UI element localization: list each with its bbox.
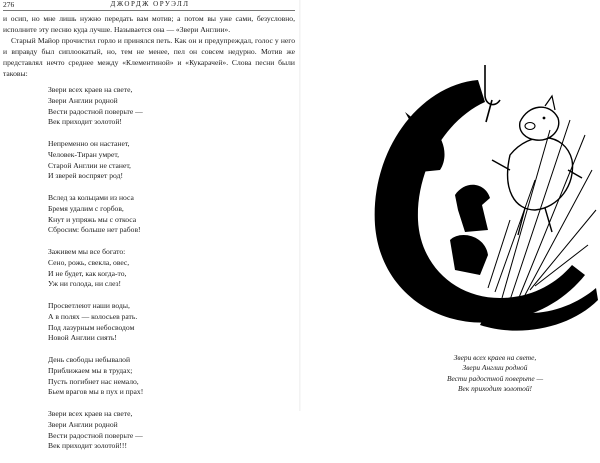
poem-line: Вести радостной поверьте — [48, 430, 143, 440]
poem-line: Звери Англии родной [48, 95, 118, 105]
caption-line: Звери Англии родной [462, 363, 528, 373]
poem-line: Век приходит золотой! [48, 117, 122, 127]
stanza [48, 247, 248, 290]
poem-line: Просветлеют наши воды, [48, 300, 130, 310]
poem-line: Кнут и упряжь мы с откоса [48, 214, 137, 224]
poem-line: Новой Англии сиять! [48, 333, 117, 343]
running-head: ДЖОРДЖ ОРУЭЛЛ [110, 0, 190, 8]
poem-line: А в полях — колосьев рать. [48, 311, 138, 321]
song-lyrics [48, 85, 248, 463]
poem-line: И зверей воспряет род! [48, 171, 124, 181]
stanza [48, 139, 248, 182]
caption-line: Век приходит золотой! [458, 384, 532, 394]
singing-pig-illustration [360, 60, 600, 350]
prose-text [3, 13, 295, 79]
poem-line: Уж ни голода, ни слез! [48, 279, 122, 289]
poem-line: Старой Англии не станет, [48, 160, 131, 170]
page-number: 276 [3, 0, 15, 9]
poem-line: День свободы небывалой [48, 354, 131, 364]
illustration-caption [430, 353, 560, 395]
poem-line: Непременно он настанет, [48, 138, 130, 148]
lantern-hook [485, 65, 500, 122]
poem-line: Человек-Тиран умрет, [48, 149, 119, 159]
poem-line: Вслед за кольцами из носа [48, 192, 134, 202]
paragraph: Старый Майор прочистил горло и принялся петь. Как он и предупреждал, голос у него и вправду был сиплоокатый, но, тем не менее, пел он совсем недурно. Мотив же представлял нечто среднее между «Клементиной» и «Кукарачей». Слова песни были таковы: [3, 36, 295, 78]
poem-line: Под лазурным небосводом [48, 322, 135, 332]
poem-line: И не будет, как когда-то, [48, 268, 127, 278]
stanza [48, 355, 248, 398]
stanza [48, 193, 248, 236]
poem-line: Звери Англии родной [48, 419, 118, 429]
caption-line: Вести радостной поверьте — [446, 373, 544, 383]
poem-line: Звери всех краев на свете, [48, 85, 133, 94]
poem-line: Приближаем мы в трудах; [48, 365, 133, 375]
poem-line: Пусть погибнет нас немало, [48, 376, 139, 386]
paragraph: и осип, но мне лишь нужно передать вам мотив; а потом вы уже сами, безусловно, исполните эту песню куда лучше. Называется она — «Звери Англии». [3, 14, 295, 34]
left-page [0, 0, 300, 451]
poem-line: Сено, рожь, свекла, овес, [48, 257, 130, 267]
poem-line: Вести радостной поверьте — [48, 106, 143, 116]
stanza [48, 409, 248, 452]
stanza [48, 301, 248, 344]
poem-line: Звери всех краев на свете, [48, 408, 133, 418]
poem-line: Бремя удалим с горбов, [48, 203, 124, 213]
poem-line: Сбросим: больше нет рабов! [48, 225, 141, 235]
stanza [48, 85, 248, 128]
header-rule [3, 10, 295, 11]
poem-line: Бьем врагов мы в пух и прах! [48, 387, 144, 397]
poem-line: Заживем мы все богато: [48, 246, 126, 256]
caption-line: Звери всех краев на свете, [453, 353, 537, 362]
poem-line: Век приходит золотой!!! [48, 441, 127, 451]
